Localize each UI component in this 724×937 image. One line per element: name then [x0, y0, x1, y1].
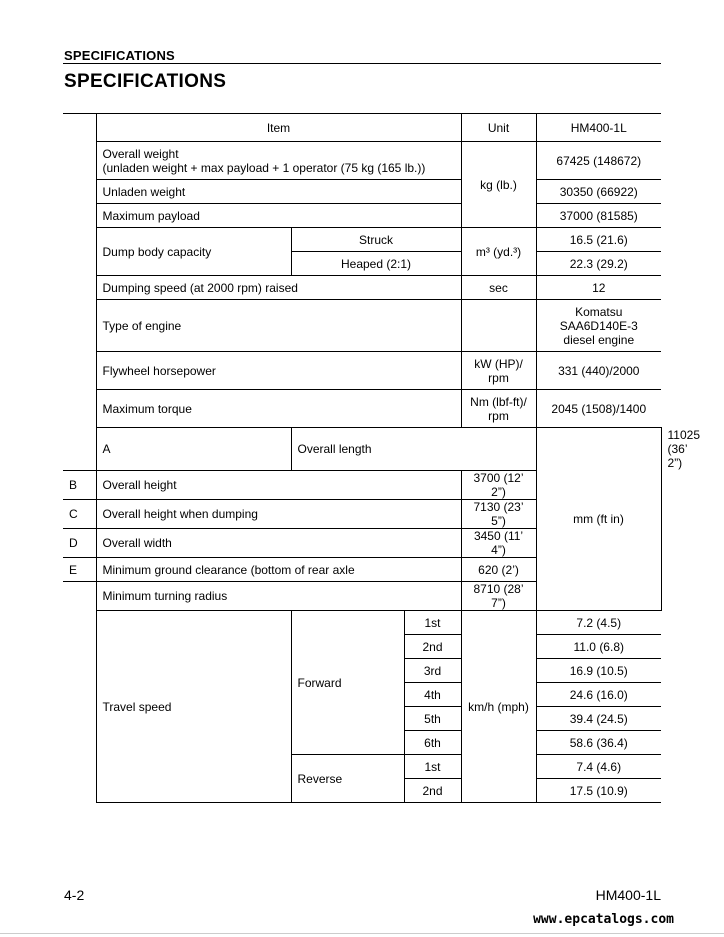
gear-label: 1st: [404, 755, 461, 779]
value-turning-radius: 8710 (28’ 7”): [461, 582, 536, 611]
dim-key-b: B: [63, 471, 96, 500]
footer-model: HM400-1L: [595, 887, 661, 903]
unit-engine-type: [461, 300, 536, 352]
row-label-overall-length: Overall length: [291, 428, 536, 471]
key-cell-blank: [63, 142, 96, 471]
dim-key-e: E: [63, 558, 96, 582]
row-label-overall-height: Overall height: [96, 471, 461, 500]
gear-label: 6th: [404, 731, 461, 755]
value-max-payload: 37000 (81585): [536, 204, 661, 228]
value-overall-weight: 67425 (148672): [536, 142, 661, 180]
key-header-cell: [63, 114, 96, 142]
value-max-torque: 2045 (1508)/1400: [536, 390, 661, 428]
gear-value: 24.6 (16.0): [536, 683, 661, 707]
value-dumping-speed: 12: [536, 276, 661, 300]
unit-dump-capacity: m³ (yd.³): [461, 228, 536, 276]
gear-label: 3rd: [404, 659, 461, 683]
col-header-item: Item: [96, 114, 461, 142]
row-label-overall-height-dumping: Overall height when dumping: [96, 500, 461, 529]
key-cell-blank-travel: [63, 582, 96, 803]
gear-label: 2nd: [404, 635, 461, 659]
unit-dimensions: mm (ft in): [536, 428, 661, 611]
unit-max-torque: Nm (lbf-ft)/ rpm: [461, 390, 536, 428]
value-overall-width: 3450 (11’ 4”): [461, 529, 536, 558]
row-label-max-payload: Maximum payload: [96, 204, 461, 228]
row-label-unladen-weight: Unladen weight: [96, 180, 461, 204]
gear-value: 11.0 (6.8): [536, 635, 661, 659]
gear-value: 7.4 (4.6): [536, 755, 661, 779]
page-title: SPECIFICATIONS: [64, 71, 227, 92]
row-label-ground-clearance: Minimum ground clearance (bottom of rear axle: [96, 558, 461, 582]
page-number: 4-2: [64, 887, 85, 903]
row-label-flywheel-hp: Flywheel horsepower: [96, 352, 461, 390]
row-label-dump-capacity: Dump body capacity: [96, 228, 291, 276]
row-label-turning-radius: Minimum turning radius: [96, 582, 461, 611]
value-unladen-weight: 30350 (66922): [536, 180, 661, 204]
row-label-overall-width: Overall width: [96, 529, 461, 558]
gear-value: 16.9 (10.5): [536, 659, 661, 683]
section-header-small: SPECIFICATIONS: [64, 48, 175, 63]
value-heaped: 22.3 (29.2): [536, 252, 661, 276]
bottom-divider: [0, 933, 724, 934]
value-overall-height-dumping: 7130 (23’ 5”): [461, 500, 536, 529]
gear-label: 5th: [404, 707, 461, 731]
gear-label: 4th: [404, 683, 461, 707]
value-engine-type: Komatsu SAA6D140E-3 diesel engine: [536, 300, 661, 352]
col-header-model: HM400-1L: [536, 114, 661, 142]
dim-key-c: C: [63, 500, 96, 529]
gear-value: 17.5 (10.9): [536, 779, 661, 803]
gear-value: 7.2 (4.5): [536, 611, 661, 635]
dim-key-a: A: [96, 428, 291, 471]
gear-label: 1st: [404, 611, 461, 635]
sub-label-reverse: Reverse: [291, 755, 404, 803]
row-label-overall-weight: Overall weight (unladen weight + max payload + 1 operator (75 kg (165 lb.)): [96, 142, 461, 180]
row-label-dumping-speed: Dumping speed (at 2000 rpm) raised: [96, 276, 461, 300]
gear-value: 39.4 (24.5): [536, 707, 661, 731]
unit-travel-speed: km/h (mph): [461, 611, 536, 803]
sub-label-heaped: Heaped (2:1): [291, 252, 461, 276]
unit-flywheel-hp: kW (HP)/ rpm: [461, 352, 536, 390]
dim-key-d: D: [63, 529, 96, 558]
specifications-table: Item Unit HM400-1L Overall weight (unladen weight + max payload + 1 operator (75 kg (165 lb.)) kg (lb.) 67425 (148672) Unladen weight 30350 (66922) Maximum payload 37000 (81585) Dump body capacity Struck m³ (yd.³) 16.5 (21.6) Heaped (2:1) 22.3 (29.2) Dumping speed (at 2000 rpm) raised sec 12 Type of engine Komatsu SAA6D140E-3 diesel engine Flywheel horsepower kW (HP)/ rpm 331 (440)/2000 Maximum torque Nm (lbf-ft)/ rpm 2045 (1508)/1400 A Overall length mm (ft in) 11025 (36’ 2”) B Overall height 3700 (12’ 2”) C Overall height when dumping 7130 (23’ 5”) D Overall width 3450 (11’ 4”) E Minimum ground clearance (bottom of rear axle 620 (2’) Minimum turning radius 8710 (28’ 7”) Travel speed Forward 1st km/h (mph) 7.2 (4.5) 2nd 11.0 (6.8) 3rd 16.9 (10.5) 4th 24.6 (16.0) 5th 39.4 (24.5) 6th 58.6 (36.4) Reverse 1st 7.4 (4.6) 2nd 17.5 (10.9): [63, 113, 661, 803]
row-label-max-torque: Maximum torque: [96, 390, 461, 428]
sub-label-struck: Struck: [291, 228, 461, 252]
col-header-unit: Unit: [461, 114, 536, 142]
value-ground-clearance: 620 (2’): [461, 558, 536, 582]
unit-dumping-speed: sec: [461, 276, 536, 300]
row-label-engine-type: Type of engine: [96, 300, 461, 352]
value-flywheel-hp: 331 (440)/2000: [536, 352, 661, 390]
gear-value: 58.6 (36.4): [536, 731, 661, 755]
unit-weight: kg (lb.): [461, 142, 536, 228]
row-label-travel-speed: Travel speed: [96, 611, 291, 803]
value-overall-height: 3700 (12’ 2”): [461, 471, 536, 500]
value-struck: 16.5 (21.6): [536, 228, 661, 252]
gear-label: 2nd: [404, 779, 461, 803]
header-divider: [63, 63, 661, 64]
sub-label-forward: Forward: [291, 611, 404, 755]
watermark-url: www.epcatalogs.com: [533, 912, 674, 927]
